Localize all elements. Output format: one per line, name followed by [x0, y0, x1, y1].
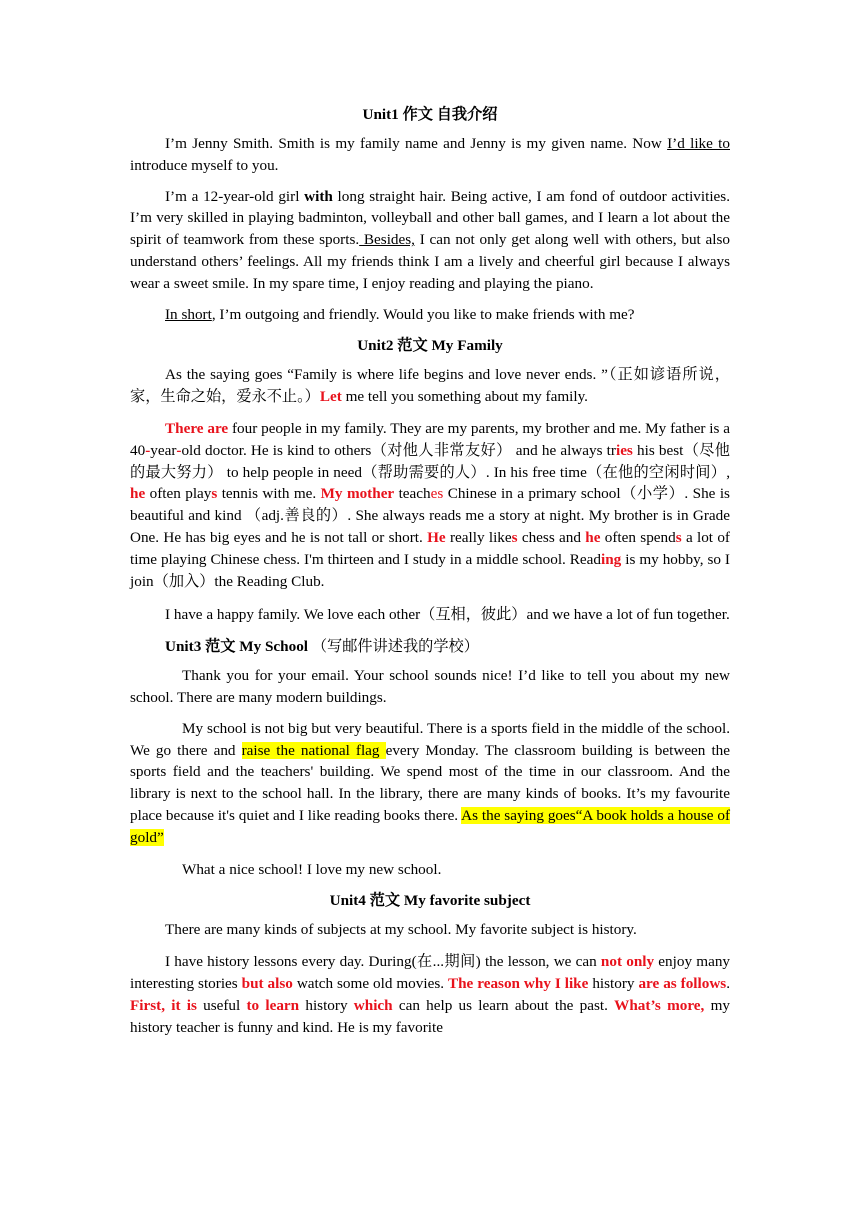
highlight-red: to learn — [246, 996, 300, 1014]
highlight-red: - — [145, 441, 151, 459]
unit3-paragraph-1: Thank you for your email. Your school sounds nice! I’d like to tell you about my new school. There are many modern buildings. — [130, 667, 730, 706]
text-run: Chinese in a primary school（小学）. She is beautiful and kind （adj.善良的）. She always reads me a story at night. My brother is in Grade One. He has big eyes and he is not tall or short. — [130, 485, 730, 546]
unit4-paragraph-2 — [130, 951, 730, 1038]
highlight-red: ing — [601, 550, 622, 568]
highlight-red: He — [427, 528, 446, 546]
highlight-red: The reason why I like — [447, 974, 589, 992]
underlined-phrase: In short — [165, 305, 212, 323]
highlight-red: First, it is — [130, 996, 197, 1014]
highlight-red: My mother — [320, 485, 395, 503]
highlight-red: s — [511, 528, 518, 546]
text-run: My school is not big but very beautiful. There is a sports field in the middle of the school. We go there and — [130, 719, 730, 759]
text-run: every Monday. The classroom building is between the sports field and the teachers' building. We spend most of the time in our classroom. And the library is next to the school hall. In the library, there are many kinds of books. It’s my favourite place because it's quiet and I like reading books there. — [130, 741, 731, 824]
document-body — [130, 103, 730, 1038]
highlight-red: not only — [600, 953, 655, 971]
text-run: . — [726, 974, 730, 992]
text-run: long straight hair. Being active, I am fond of outdoor activities. I’m very skilled in playing badminton, volleyball and other ball games, and I learn a lot about the spirit of teamwork from these sports. — [130, 187, 730, 249]
unit1-title: Unit1 作文 自我介绍 — [362, 106, 498, 123]
highlight-red: s — [211, 485, 218, 503]
unit3-title-note: （写邮件讲述我的学校） — [308, 638, 479, 656]
highlight-red: What’s more, — [614, 996, 705, 1014]
unit4-title: Unit4 范文 My favorite subject — [329, 892, 531, 910]
unit2-paragraph-3: I have a happy family. We love each other（互相，彼此）and we have a lot of fun together. — [165, 606, 730, 624]
text-run: watch some old movies. — [292, 974, 448, 992]
yellow-highlight: raise the national flag — [241, 741, 386, 759]
text-run: I can not only get along well with others, but also understand others’ feelings. All my friends think I am a lively and cheerful girl because I always wear a sweet smile. In my spare time, I enjoy reading and playing the piano. — [130, 231, 730, 292]
text-run: useful — [196, 996, 247, 1014]
text-run: me tell you something about my family. — [341, 388, 588, 406]
text-run: often play — [145, 485, 212, 503]
text-run: tennis with me. — [217, 485, 321, 503]
highlight-red: s — [675, 528, 682, 546]
text-run: , I’m outgoing and friendly. Would you like to make friends with me? — [211, 305, 635, 323]
text-run: my history teacher is funny and kind. He is my favorite — [130, 996, 730, 1036]
highlight-red: - — [176, 441, 182, 459]
highlight-red: There are — [165, 419, 229, 437]
unit3-paragraph-2 — [130, 718, 730, 849]
text-run: enjoy many interesting stories — [130, 953, 731, 992]
unit4-paragraph-1: There are many kinds of subjects at my school. My favorite subject is history. — [165, 921, 637, 939]
text-run: old doctor. He is kind to others（对他人非常友好） and he always tr — [181, 441, 616, 459]
unit3-paragraph-3: What a nice school! I love my new school. — [182, 860, 442, 878]
unit1-paragraph-2 — [130, 186, 730, 295]
highlight-red: but also — [241, 974, 293, 992]
text-run: a lot of time playing Chinese chess. I'm thirteen and I study in a middle school. Read — [130, 528, 730, 568]
text-run: I’m a 12-year-old girl — [165, 187, 305, 205]
text-run: really like — [445, 528, 512, 546]
text-run: I’m Jenny Smith. Smith is my family name and Jenny is my given name. Now — [165, 135, 668, 152]
text-run: teach — [394, 485, 431, 503]
underlined-phrase: Besides, — [359, 231, 415, 249]
unit2-paragraph-2 — [130, 418, 730, 592]
text-run: often spend — [600, 528, 676, 546]
underlined-phrase: I’d like to — [667, 135, 730, 152]
highlight-red: are as follows — [638, 974, 727, 992]
unit1-paragraph-3 — [130, 304, 730, 326]
highlight-red: which — [353, 996, 393, 1014]
text-run: year — [150, 441, 177, 459]
text-run: I have history lessons every day. During(在...期间) the lesson, we can — [165, 953, 601, 971]
bold-word: with — [304, 187, 333, 205]
highlight-red-plain: es — [430, 485, 444, 503]
unit3-title — [130, 635, 730, 661]
text-run: four people in my family. They are my parents, my brother and me. My father is a 40 — [130, 419, 731, 459]
highlight-red: he — [585, 528, 601, 546]
text-run: chess and — [517, 528, 586, 546]
text-run: introduce myself to you. — [130, 156, 279, 174]
highlight-red: ies — [615, 441, 633, 459]
text-run: As the saying goes “Family is where life begins and love never ends. ”（正如谚语所说，家，生命之始，爱永不止。） — [130, 366, 730, 406]
unit3-title-main: Unit3 范文 My School — [165, 638, 309, 656]
unit2-paragraph-1 — [130, 364, 730, 408]
highlight-red: Let — [319, 388, 342, 406]
text-run: history — [588, 974, 639, 992]
highlight-red: he — [130, 485, 146, 503]
unit2-title: Unit2 范文 My Family — [357, 337, 503, 355]
text-run: his best（尽他的最大努力） to help people in need（帮助需要的人）. In his free time（在他的空闲时间）, — [130, 441, 730, 481]
text-run: is my hobby, so I join（加入）the Reading Club. — [130, 550, 730, 590]
yellow-highlight: As the saying goes“A book holds a house of gold” — [130, 806, 730, 846]
unit1-paragraph-1 — [130, 133, 730, 177]
text-run: history — [299, 996, 354, 1014]
text-run: can help us learn about the past. — [392, 996, 615, 1014]
